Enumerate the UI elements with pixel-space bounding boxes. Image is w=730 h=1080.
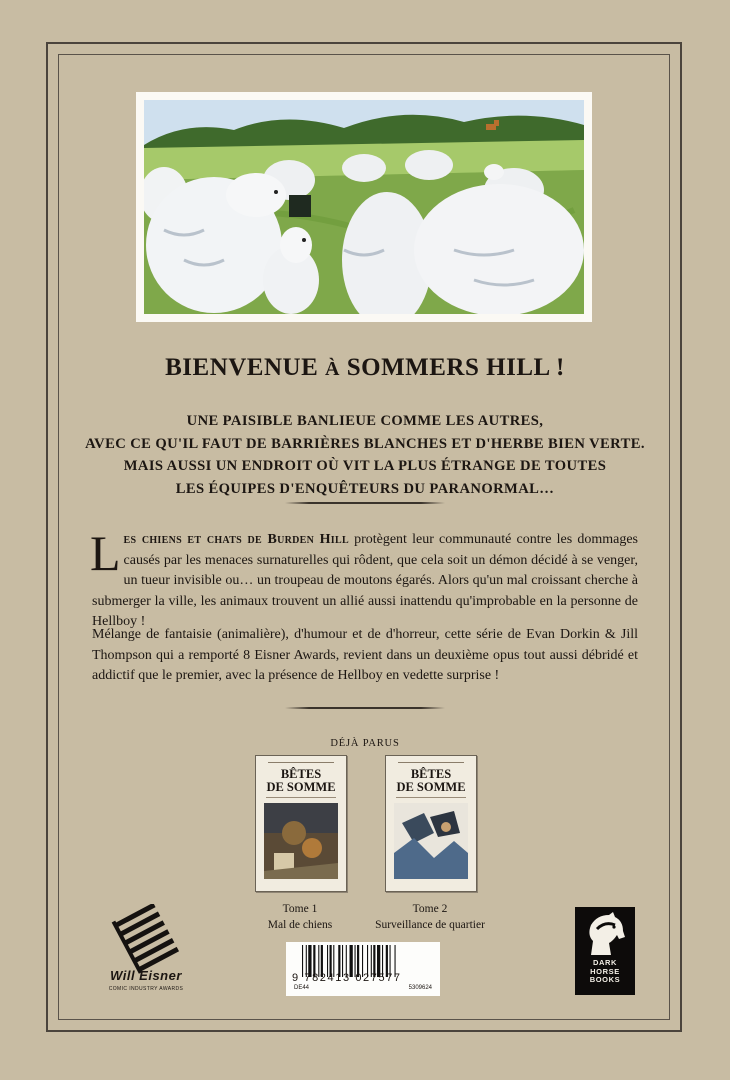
- book-subtitle-rule: [396, 797, 466, 798]
- tome-1-artwork: [264, 803, 338, 879]
- tome-2-caption: [360, 902, 500, 933]
- series-name: es chiens et chats de Burden Hill: [123, 532, 349, 547]
- tome-1-number: Tome 1: [282, 903, 318, 915]
- tome-1-subtitle: Mal de chiens: [267, 918, 333, 931]
- divider-top: [285, 502, 445, 504]
- tagline-line-4: LES ÉQUIPES D'ENQUÊTEURS DU PARANORMAL…: [175, 480, 555, 497]
- book-title-line-1: BÊTES: [410, 767, 452, 781]
- book-cover-tome-2: [385, 755, 477, 892]
- tome-1-caption: [230, 902, 370, 933]
- book-rule: [268, 762, 334, 763]
- publisher-line-1: DARK: [592, 958, 618, 967]
- tome-2-artwork: [394, 803, 468, 879]
- sheep-painting: [144, 100, 584, 314]
- barcode-code-right: 5309624: [408, 985, 432, 991]
- synopsis-paragraph-1: [90, 525, 638, 633]
- book-subtitle-rule: [266, 797, 336, 798]
- book-cover-tome-1: [255, 755, 347, 892]
- horse-head-icon: [581, 911, 629, 957]
- synopsis-paragraph-2: Mélange de fantaisie (animalière), d'humour et de d'horreur, cette série de Evan Dorkin & Jill Thompson qui a remporté 8 Eisner Awards, revient dans un deuxième opus tout aussi débridé et addictif que le premier, avec la présence de Hellboy en vedette surprise !: [92, 627, 638, 684]
- paragraph-1-text: protègent leur communauté contre les dommages causés par les menaces surnaturelles qui rôdent, que cela soit un démon décidé à se venger, un tueur invisible ou… un troupeau de moutons égarés. Alors qu'un mal croissant cherche à submerger la ville, les animaux trouvent un allié aussi inattendu qu'improbable en la personne de Hellboy !: [92, 532, 638, 630]
- sheep-illustration: [136, 92, 592, 322]
- drop-cap: L: [90, 525, 121, 581]
- publisher-words: [575, 959, 635, 985]
- tagline-line-2: AVEC CE QU'IL FAUT DE BARRIÈRES BLANCHES ET D'HERBE BIEN VERTE.: [85, 435, 645, 452]
- barcode-code-left: DE44: [294, 985, 310, 991]
- book-title-line-2: DE SOMME: [266, 780, 336, 794]
- book-rule: [398, 762, 464, 763]
- headline-part-3: SOMMERS HILL !: [346, 354, 565, 381]
- isbn-number: 9 782413 027577: [292, 972, 402, 984]
- headline-part-1: BIENVENUE: [165, 354, 319, 381]
- tome-2-number: Tome 2: [412, 903, 448, 915]
- publisher-line-2: HORSE: [590, 966, 620, 976]
- tagline: [60, 410, 670, 500]
- book-title: [256, 768, 346, 794]
- tagline-line-3: MAIS AUSSI UN ENDROIT OÙ VIT LA PLUS ÉTRANGE DE TOUTES: [123, 458, 607, 474]
- eisner-name: Will Eisner: [110, 968, 182, 983]
- tagline-line-1: UNE PAISIBLE BANLIEUE COMME LES AUTRES,: [186, 413, 544, 429]
- book-title-line-2: DE SOMME: [396, 780, 466, 794]
- headline-part-2: À: [325, 358, 340, 380]
- book-title-line-1: BÊTES: [280, 767, 322, 781]
- eisner-subtitle: COMIC INDUSTRY AWARDS: [108, 986, 184, 992]
- tome-2-subtitle: Surveillance de quartier: [375, 918, 485, 931]
- headline: [60, 354, 670, 382]
- publisher-line-3: BOOKS: [589, 975, 621, 984]
- divider-bottom: [285, 707, 445, 709]
- barcode: [286, 942, 440, 996]
- dark-horse-logo: [575, 907, 635, 995]
- already-published-label: DÉJÀ PARUS: [330, 738, 400, 749]
- book-title: [386, 768, 476, 794]
